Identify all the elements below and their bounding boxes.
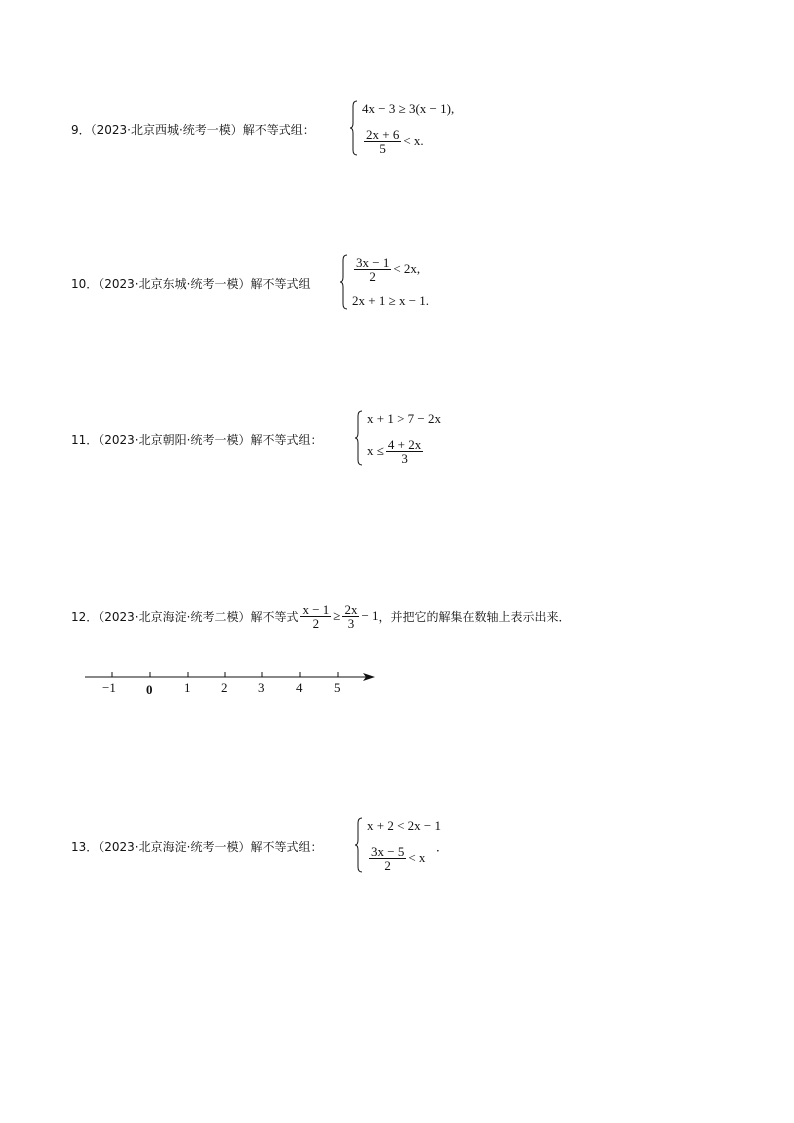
tick-label: 4 <box>296 680 303 695</box>
inequality-line: $\frac{2x + 6}{5}$ < x. <box>366 126 424 156</box>
tick-label: 1 <box>184 680 191 695</box>
problem-11-system <box>355 410 441 466</box>
number-line <box>85 666 385 706</box>
problem-12-label: 12．（2023·北京海淀·统考二模）解不等式 <box>71 609 299 624</box>
inequality-line: x + 2 < 2x − 1 <box>367 818 441 833</box>
problem-9-label: 9．（2023·北京西城·统考一模）解不等式组： <box>71 123 315 137</box>
inequality-line: 2x + 1 ≥ x − 1. <box>352 293 430 308</box>
problem-12: 12．（2023·北京海淀·统考二模）解不等式 $\frac{x - 1}{2}$ ≥ $\frac{2x}{3}$ − 1 ，并把它的解集在数轴上表示出来． <box>71 601 571 631</box>
left-brace <box>350 100 358 156</box>
fraction: $\frac{4 + 2x}{3}$ <box>387 436 422 466</box>
inequality-line: $\frac{3x - 1}{2}$ < 2x, <box>356 254 421 284</box>
tick-label: −1 <box>102 680 116 695</box>
tick-label: 0 <box>146 682 153 697</box>
problem-13-system <box>355 817 441 873</box>
left-brace <box>340 254 348 310</box>
left-brace <box>355 817 363 873</box>
fraction: $\frac{2x + 6}{5}$ <box>366 126 400 156</box>
fraction: $\frac{2x}{3}$ <box>344 601 358 631</box>
problem-10-label: 10．（2023·北京东城·统考一模）解不等式组 <box>71 277 311 291</box>
inequality-line: x + 1 > 7 − 2x <box>367 411 441 426</box>
problem-12-suffix: ，并把它的解集在数轴上表示出来． <box>378 609 571 624</box>
tick-label: 2 <box>221 680 228 695</box>
inequality-line: x ≤ $\frac{4 + 2x}{3}$ <box>367 436 422 466</box>
fraction: $\frac{3x - 5}{2}$ <box>371 843 405 873</box>
problem-13-label: 13．（2023·北京海淀·统考一模）解不等式组： <box>71 840 323 854</box>
fraction: $\frac{x - 1}{2}$ <box>302 601 330 631</box>
left-brace <box>355 410 363 466</box>
fraction: $\frac{3x - 1}{2}$ <box>356 254 390 284</box>
problem-10-system <box>340 254 429 310</box>
problem-11-label: 11．（2023·北京朝阳·统考一模）解不等式组： <box>71 433 323 447</box>
problem-13-suffix: ． <box>436 840 449 854</box>
tick-label: 3 <box>258 680 265 695</box>
tick-label: 5 <box>334 680 341 695</box>
relation-symbol: ≥ <box>333 608 341 623</box>
problem-9-system <box>350 100 454 156</box>
inequality-line: $\frac{3x - 5}{2}$ < x <box>371 843 426 873</box>
inequality-line: 4x − 3 ≥ 3(x − 1), <box>362 101 455 116</box>
